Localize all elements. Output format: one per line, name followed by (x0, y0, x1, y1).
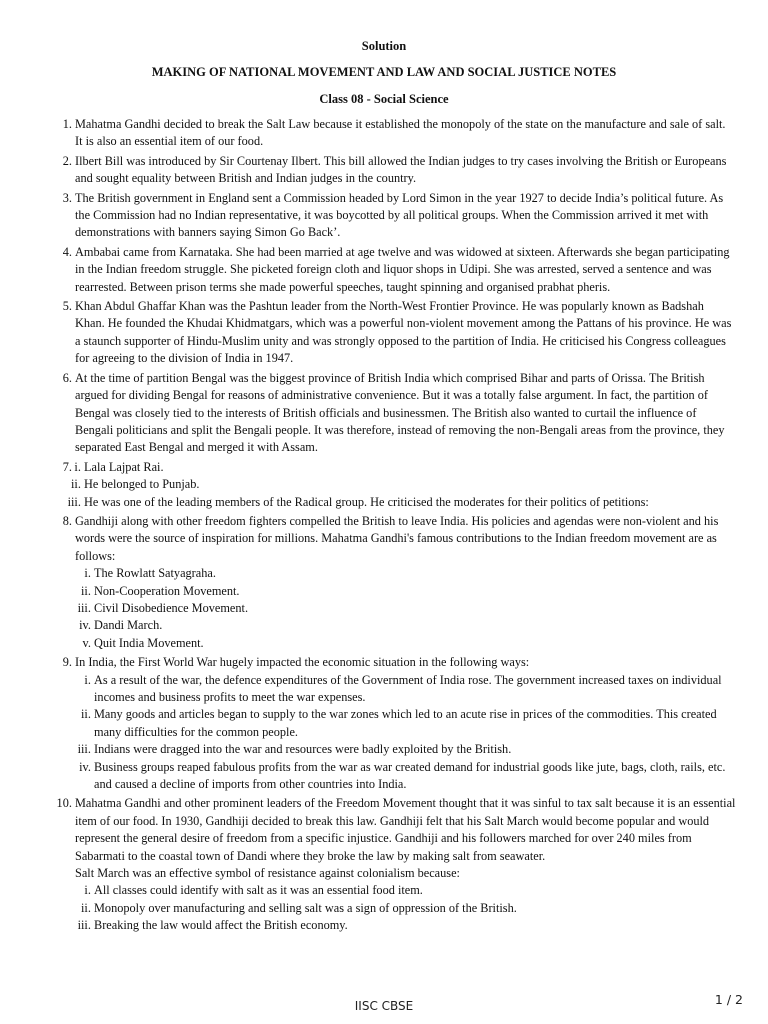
list-item: ii. He belonged to Punjab. (84, 476, 649, 493)
list-item: iv. Business groups reaped fabulous profits from the war as war created demand for industrial goods like jute, bags, cloth, rails, etc. and caused a decline of imports from other countries into India. (94, 759, 736, 794)
list-item: iii. He was one of the leading members of the Radical group. He criticised the moderates for their politics of petitions: (84, 494, 649, 511)
answer-10-sublist (75, 882, 736, 934)
answer-2 (75, 153, 736, 188)
list-item: v. Quit India Movement. (94, 635, 736, 652)
page-number: 1 / 2 (714, 992, 743, 1007)
answer-10-intro: Mahatma Gandhi and other prominent leaders of the Freedom Movement thought that it was sinful to tax salt because it is an essential item of our food. In 1930, Gandhiji decided to break this law. Gandhiji felt that his Salt March would become popular and would represent the general desire of freedom from a specific injustice. Gandhiji and his followers marched for over 240 miles from Sabarmati to the coastal town of Dandi where they broke the law by making salt from seawater. (75, 796, 736, 863)
answer-10-second: Salt March was an effective symbol of resistance against colonialism because: (75, 866, 460, 881)
answer-3-text: The British government in England sent a Commission headed by Lord Simon in the year 1927 to decide India’s political future. As the Commission had no Indian representative, it was boycotted by all political groups. When the Commission arrived it met with demonstrations with banners saying Simon Go Back’. (75, 190, 724, 240)
solution-heading: Solution (361, 39, 407, 53)
answer-5-text: Khan Abdul Ghaffar Khan was the Pashtun leader from the North-West Frontier Province. He was popularly known as Badshah Khan. He founded the Khudai Khidmatgars, which was a powerful non-violent movement among the Pattans of his province. He was a staunch supporter of Hindu-Muslim unity and was strongly opposed to the partition of India. He criticised his Congress colleagues for agreeing to the division of India in 1947. (75, 299, 732, 366)
answer-8-intro: Gandhiji along with other freedom fighters compelled the British to leave India. His policies and agendas were non-violent and his words were the source of inspiration for millions. Mahatma Gandhi's famous contributions to the Indian freedom movement are as follows: (75, 513, 719, 563)
class-subtitle: Class 08 - Social Science (319, 92, 449, 106)
answer-1 (75, 116, 736, 151)
list-item: ii. Non-Cooperation Movement. (94, 583, 736, 600)
list-item: ii. Many goods and articles began to supply to the war zones which led to an acute rise in prices of the commodities. This created many difficulties for the common people. (94, 706, 736, 741)
answer-2-text: Ilbert Bill was introduced by Sir Courtenay Ilbert. This bill allowed the Indian judges to try cases involving the British or Europeans and sought equality between British and Indian judges in the country. (75, 153, 727, 186)
answer-7 (75, 459, 736, 511)
answer-6-text: At the time of partition Bengal was the biggest province of British India which comprised Bihar and parts of Orissa. The British argued for dividing Bengal for reasons of administrative convenience. But it was a totally false argument. In fact, the partition of Bengal was closely tied to the interests of British officials and businessmen. The British also wanted to curtail the influence of Bengali politicians and split the Bengali people. It was therefore, instead of removing the non-Bengali areas from the province, they separated East Bengal and merged it with Assam. (75, 370, 725, 455)
list-item: i. 7. Lala Lajpat Rai. (84, 459, 649, 476)
document-title: MAKING OF NATIONAL MOVEMENT AND LAW AND SOCIAL JUSTICE NOTES (151, 65, 617, 79)
list-item: i. The Rowlatt Satyagraha. (94, 565, 736, 582)
list-item: iii. Civil Disobedience Movement. (94, 600, 736, 617)
answer-1-text: Mahatma Gandhi decided to break the Salt Law because it established the monopoly of the state on the manufacture and sale of salt. It is also an essential item of our food. (75, 117, 726, 149)
list-item: ii. Monopoly over manufacturing and selling salt was a sign of oppression of the British. (94, 900, 736, 917)
list-item: iii. Indians were dragged into the war and resources were badly exploited by the British. (94, 741, 736, 758)
answer-9 (75, 654, 736, 793)
answer-7-sublist (65, 459, 649, 511)
answer-9-intro: In India, the First World War hugely impacted the economic situation in the following ways: (75, 655, 530, 670)
footer-brand: IISC CBSE (354, 999, 414, 1013)
answer-5 (75, 298, 736, 368)
list-item: i. All classes could identify with salt as it was an essential food item. (94, 882, 736, 899)
list-item: i. As a result of the war, the defence expenditures of the Government of India rose. The government increased taxes on individual incomes and business profits to meet the war expenses. (94, 672, 736, 707)
answer-list (40, 116, 736, 935)
list-item: iv. Dandi March. (94, 617, 736, 634)
answer-6 (75, 370, 736, 457)
list-item: iii. Breaking the law would affect the British economy. (94, 917, 736, 934)
answers-body (40, 116, 736, 937)
answer-4 (75, 244, 736, 296)
answer-4-text: Ambabai came from Karnataka. She had been married at age twelve and was widowed at sixteen. Afterwards she began participating in the Indian freedom struggle. She picketed foreign cloth and liquor shops in Udipi. She was arrested, served a sentence and was rearrested. Between prison terms she made powerful speeches, taught spinning and organised prabhat pheris. (75, 244, 730, 294)
answer-9-sublist (75, 672, 736, 794)
answer-3 (75, 190, 736, 242)
answer-10 (75, 795, 736, 934)
answer-8-sublist (75, 565, 736, 652)
answer-8 (75, 513, 736, 652)
